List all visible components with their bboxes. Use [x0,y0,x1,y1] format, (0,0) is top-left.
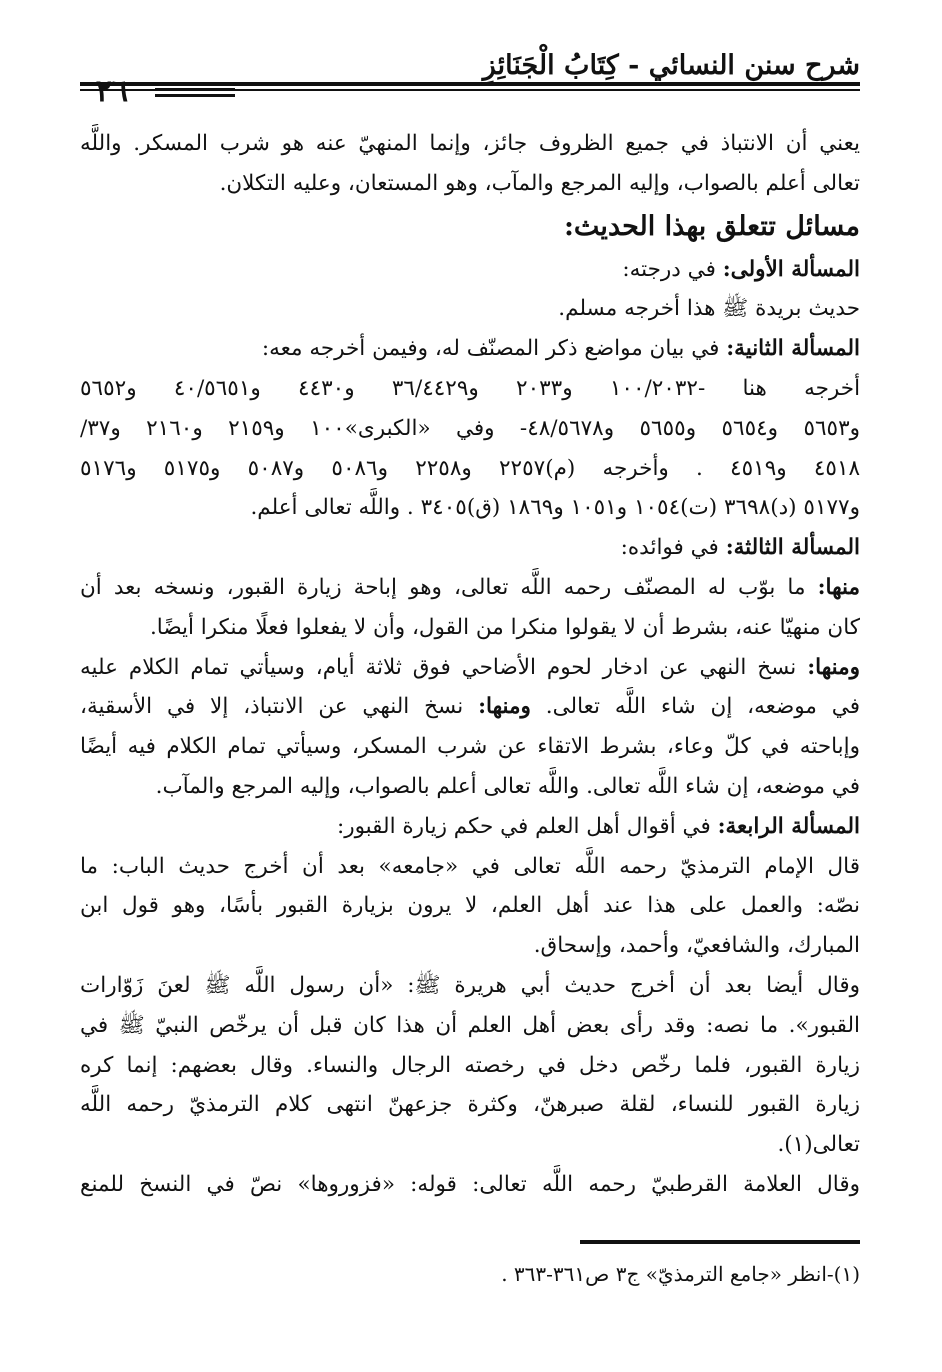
benefit-text: في موضعه، إن شاء اللَّه تعالى. [530,694,860,720]
issue-1-line [80,250,860,290]
text-line: أخرجه هنا -١٠٠/٢٠٣٢ و٢٠٣٣ و٣٦/٤٤٢٩ و٤٤٣٠ و٤٠/٥٦٥١ و٥٦٥٢ [80,375,860,401]
page-number-rule [155,88,235,100]
text-line: زيارة القبور، فلما رخّص دخل في رخصته الرجال والنساء. وقال بعضهم: إنما كره [80,1052,860,1078]
text-line: وقال أيضا بعد أن أخرج حديث أبي هريرة ﷺ: «أن رسول اللَّه ﷺ لعنَ زَوّارات [80,972,860,998]
issue-label: المسألة الثانية: [726,336,860,362]
text-line: وقال العلامة القرطبيّ رحمه اللَّه تعالى: قوله: «فزوروها» نصّ في النسخ للمنع [80,1171,860,1197]
issue-text: في فوائده: [620,535,726,561]
text-line: قال الإمام الترمذيّ رحمه اللَّه تعالى في «جامعه» بعد أن أخرج حديث الباب: ما [80,853,860,879]
issue-label: المسألة الرابعة: [717,813,860,839]
text-line: تعالى أعلم بالصواب، وإليه المرجع والمآب، وهو المستعان، وعليه التكلان. [219,170,860,196]
text-line: كان منهيّا عنه، بشرط أن لا يقولوا منكرا من القول، وأن لا يفعلوا فعلًا منكرا أيضًا. [149,614,860,640]
text-line: القبور». ما نصه: وقد رأى بعض أهل العلم أن هذا كان قبل أن يرخّص النبيّ ﷺ في [80,1012,860,1038]
issue-2-line [80,329,860,369]
benefit-label: ومنها: [807,654,860,680]
issue-label: المسألة الثالثة: [725,535,860,561]
text-line: المبارك، والشافعيّ، وأحمد، وإسحاق. [533,933,860,959]
page-body [80,124,860,1205]
text-line: في موضعه، إن شاء اللَّه تعالى. واللَّه تعالى أعلم بالصواب، وإليه المرجع والمآب. [155,773,860,799]
issue-text: في أقوال أهل العلم في حكم زيارة القبور: [336,813,718,839]
page-header [80,48,860,108]
issue-4-line [80,807,860,847]
issue-text: في درجته: [622,256,723,282]
text-line: زيارة القبور للنساء، لقلة صبرهنّ، وكثرة جزعهنّ انتهى كلام الترمذيّ رحمه اللَّه [80,1092,860,1118]
text-line: يعني أن الانتباذ في جميع الظروف جائز، وإنما المنهيّ عنه هو شرب المسكر. واللَّه [80,131,860,156]
text-line: حديث بريدة ﷺ هذا أخرجه مسلم. [558,296,860,322]
benefit-line [80,687,860,727]
text-line: ٤٥١٨ و٤٥١٩ . وأخرجه (م)٢٢٥٧ و٢٢٥٨ و٥٠٨٦ و٥٠٨٧ و٥١٧٥ و٥١٧٦ [80,455,860,481]
header-rule [80,82,860,86]
benefit-line [80,568,860,608]
text-line: تعالى(١). [777,1132,860,1158]
issue-text: في بيان مواضع ذكر المصنّف له، وفيمن أخرجه معه: [261,336,727,362]
text-line: و٥١٧٧ (د)٣٦٩٨ (ت)١٠٥٤ و١٠٥١ و١٨٦٩ (ق)٣٤٠٥ . واللَّه تعالى أعلم. [250,495,860,521]
issue-label: المسألة الأولى: [722,256,860,282]
benefit-line [80,648,860,688]
text-line: نصّه: والعمل على هذا عند أهل العلم، لا يرون بزيارة القبور بأسًا، وهو قول ابن [80,893,860,919]
text-line: و٥٦٥٣ و٥٦٥٤ و٥٦٥٥ و٤٨/٥٦٧٨- وفي «الكبرى»١٠٠ و٢١٥٩ و٢١٦٠ و٣٧/ [80,415,860,441]
footnote: (١)-انظر «جامع الترمذيّ» ج٣ ص٣٦١-٣٦٣ . [501,1262,860,1286]
benefit-label: منها: [817,574,860,600]
text-line: وإباحته في كلّ وعاء، بشرط الاتقاء عن شرب المسكر، وسيأتي تمام الكلام فيه أيضًا [80,734,860,760]
page-number: ٢٦ [95,74,129,109]
issue-3-line [80,528,860,568]
section-heading: مسائل تتعلق بهذا الحديث: [563,210,860,242]
benefit-text: نسخ النهي عن الانتباذ، إلا في الأسقية، [80,694,479,720]
footnote-rule [580,1240,860,1244]
benefit-label: ومنها: [478,694,531,720]
benefit-text: نسخ النهي عن ادخار لحوم الأضاحي فوق ثلاثة أيام، وسيأتي تمام الكلام عليه [80,654,808,680]
running-title: شرح سنن النسائي - كِتَابُ الْجَنَائِزِ [475,50,860,81]
benefit-text: ما بوّب له المصنّف رحمه اللَّه تعالى، وهو إباحة زيارة القبور، ونسخه بعد أن [80,574,818,600]
